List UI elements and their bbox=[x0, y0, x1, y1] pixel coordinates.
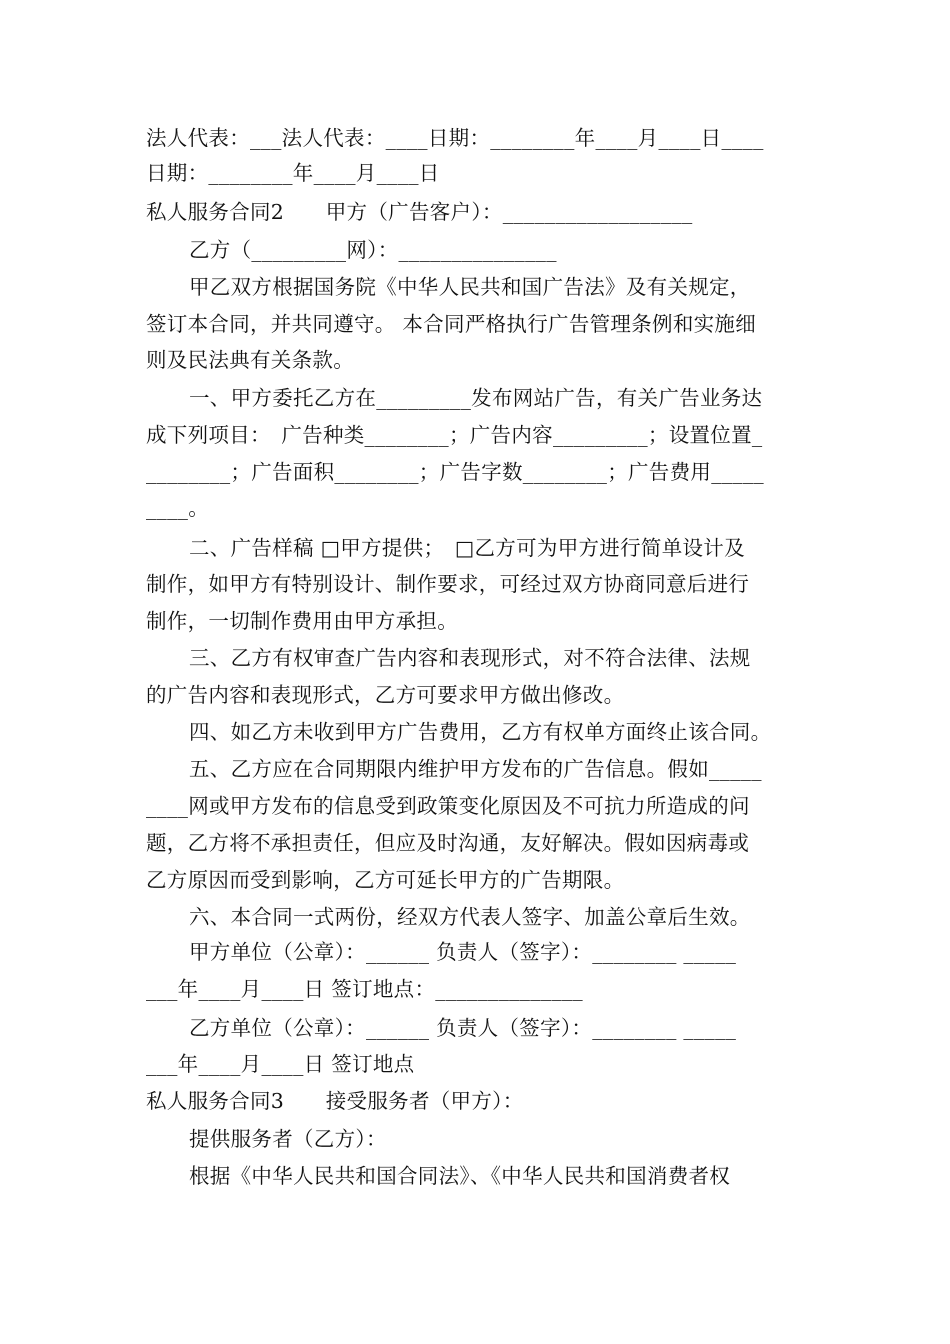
paragraph-line: 签订本合同，并共同遵守。 本合同严格执行广告管理条例和实施细 bbox=[146, 312, 757, 336]
paragraph-line: 二、广告样稿 □甲方提供； □乙方可为甲方进行简单设计及 bbox=[189, 536, 745, 560]
signature-line: 乙方单位（公章）：______ 负责人（签字）：________ _____ bbox=[189, 1016, 737, 1040]
paragraph-line: ____网或甲方发布的信息受到政策变化原因及不可抗力所造成的问 bbox=[146, 794, 750, 818]
paragraph-line: 制作，如甲方有特别设计、制作要求，可经过双方协商同意后进行 bbox=[146, 572, 750, 596]
paragraph-line: ____。 bbox=[146, 496, 209, 520]
paragraph-line: 乙方原因而受到影响，乙方可延长甲方的广告期限。 bbox=[146, 868, 625, 892]
paragraph-line: 甲乙双方根据国务院《中华人民共和国广告法》及有关规定， bbox=[189, 275, 751, 299]
paragraph-line: 制作，一切制作费用由甲方承担。 bbox=[146, 609, 458, 633]
paragraph-line: 根据《中华人民共和国合同法》、《中华人民共和国消费者权 bbox=[189, 1164, 731, 1188]
paragraph-line: 三、乙方有权审查广告内容和表现形式，对不符合法律、法规 bbox=[189, 646, 751, 670]
section-heading: 私人服务合同3 接受服务者（甲方）： bbox=[146, 1089, 524, 1113]
text-line: 乙方（_________网）：_______________ bbox=[189, 238, 557, 262]
paragraph-line: 五、乙方应在合同期限内维护甲方发布的广告信息。假如_____ bbox=[189, 757, 762, 781]
paragraph-line: ________；广告面积________；广告字数________；广告费用_____ bbox=[146, 460, 764, 484]
signature-line: ___年____月____日 签订地点 bbox=[146, 1052, 415, 1076]
text-line: 提供服务者（乙方）： bbox=[189, 1127, 387, 1151]
text-line: 法人代表：___法人代表：____日期：________年____月____日____ bbox=[146, 126, 764, 150]
paragraph-line: 成下列项目： 广告种类________；广告内容_________；设置位置_ bbox=[146, 423, 763, 447]
paragraph-line: 四、如乙方未收到甲方广告费用，乙方有权单方面终止该合同。 bbox=[189, 720, 772, 744]
paragraph-line: 题，乙方将不承担责任，但应及时沟通，友好解决。假如因病毒或 bbox=[146, 831, 750, 855]
section-heading: 私人服务合同2 甲方（广告客户）：__________________ bbox=[146, 200, 693, 224]
paragraph-line: 六、本合同一式两份，经双方代表人签字、加盖公章后生效。 bbox=[189, 905, 751, 929]
paragraph-line: 一、甲方委托乙方在_________发布网站广告，有关广告业务达 bbox=[189, 386, 763, 410]
paragraph-line: 的广告内容和表现形式，乙方可要求甲方做出修改。 bbox=[146, 683, 625, 707]
signature-line: 甲方单位（公章）：______ 负责人（签字）：________ _____ bbox=[189, 940, 737, 964]
paragraph-line: 则及民法典有关条款。 bbox=[146, 348, 354, 372]
signature-line: ___年____月____日 签订地点：______________ bbox=[146, 977, 583, 1001]
text-line: 日期：________年____月____日 bbox=[146, 161, 440, 185]
